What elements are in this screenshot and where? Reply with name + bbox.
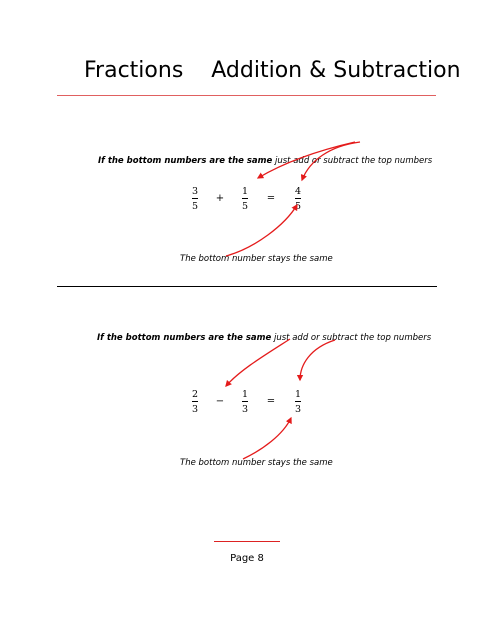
section2-arrow-to-operator <box>226 339 290 386</box>
section1-note: The bottom number stays the same <box>180 254 333 264</box>
section1-operator: + <box>215 193 225 204</box>
section2-equals: = <box>266 396 276 407</box>
section2-arrow-from-note <box>243 418 291 459</box>
denominator: 3 <box>191 404 199 415</box>
numerator: 4 <box>294 186 302 197</box>
page-number: Page 8 <box>230 553 264 564</box>
numerator: 2 <box>191 389 199 400</box>
denominator: 5 <box>241 201 249 212</box>
numerator: 1 <box>241 186 249 197</box>
section2-instruction-bold: If the bottom numbers are the same <box>97 333 272 343</box>
section1-equals: = <box>266 193 276 204</box>
section2-instruction-rest: just add or subtract the top numbers <box>271 333 432 343</box>
denominator: 5 <box>294 201 302 212</box>
denominator: 3 <box>241 404 249 415</box>
section2-arrow-to-result <box>300 340 335 380</box>
denominator: 3 <box>294 404 302 415</box>
numerator: 1 <box>241 389 249 400</box>
section2-note: The bottom number stays the same <box>180 458 333 468</box>
section1-instruction-rest: just add or subtract the top numbers <box>272 156 433 166</box>
section1-arrow-to-b <box>258 142 355 178</box>
footer-divider <box>214 541 280 542</box>
denominator: 5 <box>191 201 199 212</box>
numerator: 1 <box>294 389 302 400</box>
title-fractions: Fractions <box>84 58 184 83</box>
section2-operator: − <box>215 396 225 407</box>
section1-arrow-from-note <box>226 205 297 256</box>
section1-instruction-bold: If the bottom numbers are the same <box>98 156 273 166</box>
title-addition-subtraction: Addition & Subtraction <box>211 58 461 83</box>
numerator: 3 <box>191 186 199 197</box>
